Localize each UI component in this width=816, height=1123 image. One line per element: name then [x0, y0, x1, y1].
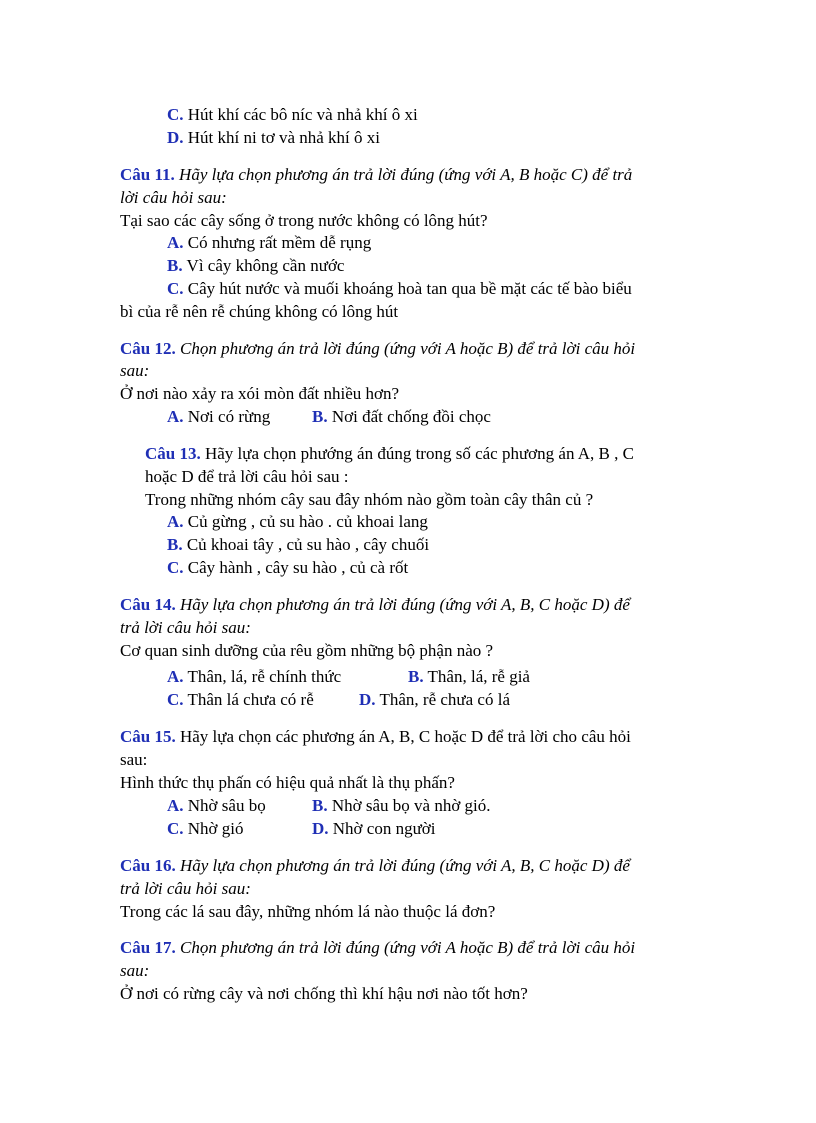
q15-option-d	[312, 818, 436, 840]
instruction-text: Hãy lựa chọn phương án trả lời đúng (ứng với A, B, C hoặc D) để	[179, 856, 630, 875]
q16-instruction-cont: trả lời câu hỏi sau:	[120, 879, 251, 898]
q15-option-a	[167, 795, 266, 817]
instruction-text: Hãy lựa chọn các phương án A, B, C hoặc D để trả lời cho câu hỏi	[179, 727, 631, 746]
option-text: Thân lá chưa có rễ	[187, 690, 314, 709]
option-text: Thân, lá, rễ giả	[427, 667, 530, 686]
instruction-text: Chọn phương án trả lời đúng (ứng với A hoặc B) để trả lời câu hỏi	[179, 938, 636, 957]
option-label: A.	[167, 796, 184, 815]
option-text: Thân, rễ chưa có lá	[379, 690, 510, 709]
q17-question: Ở nơi có rừng cây và nơi chống thì khí hậu nơi nào tốt hơn?	[120, 984, 528, 1003]
option-label: B.	[408, 667, 424, 686]
option-text: Củ gừng , củ su hào . củ khoai lang	[187, 512, 428, 531]
question-label: Câu 13.	[145, 444, 201, 463]
q12-question: Ở nơi nào xảy ra xói mòn đất nhiều hơn?	[120, 384, 400, 403]
option-label: B.	[167, 256, 183, 275]
option-label: C.	[167, 279, 184, 298]
q14-instruction	[120, 594, 630, 616]
option-label: D.	[359, 690, 376, 709]
prev-option-d	[167, 127, 380, 149]
option-text: Nhờ sâu bọ và nhờ gió.	[331, 796, 491, 815]
option-text: Cây hành , cây su hào , củ cà rốt	[187, 558, 409, 577]
q11-instruction	[120, 164, 632, 186]
question-label: Câu 12.	[120, 339, 176, 358]
option-text: Nhờ con người	[332, 819, 436, 838]
q11-option-b	[167, 255, 344, 277]
option-text: Củ khoai tây , củ su hào , cây chuối	[186, 535, 430, 554]
q14-option-c	[167, 689, 314, 711]
option-text: Hút khí các bô níc và nhả khí ô xi	[187, 105, 418, 124]
option-label: B.	[312, 407, 328, 426]
q15-instruction-cont: sau:	[120, 750, 148, 769]
option-label: C.	[167, 690, 184, 709]
option-label: A.	[167, 233, 184, 252]
q14-option-b	[408, 666, 530, 688]
q12-instruction	[120, 338, 635, 360]
option-label: C.	[167, 819, 184, 838]
prev-option-c	[167, 104, 418, 126]
instruction-text: Hãy lựa chọn phương án trả lời đúng (ứng với A, B hoặc C) để trả	[179, 165, 633, 184]
q13-option-a	[167, 511, 428, 533]
q17-instruction	[120, 937, 635, 959]
q13-instruction-cont: hoặc D để trả lời câu hỏi sau :	[145, 467, 349, 486]
instruction-text: Hãy lựa chọn phương án trả lời đúng (ứng với A, B, C hoặc D) để	[179, 595, 630, 614]
q11-option-c-cont: bì của rễ nên rễ chúng không có lông hút	[120, 302, 399, 321]
q17-instruction-cont: sau:	[120, 961, 150, 980]
option-label: D.	[167, 128, 184, 147]
q13-question: Trong những nhóm cây sau đây nhóm nào gồm toàn cây thân củ ?	[145, 490, 594, 509]
q15-question: Hình thức thụ phấn có hiệu quả nhất là thụ phấn?	[120, 773, 455, 792]
q15-instruction	[120, 726, 631, 748]
instruction-text: Chọn phương án trả lời đúng (ứng với A hoặc B) để trả lời câu hỏi	[179, 339, 636, 358]
q16-instruction	[120, 855, 630, 877]
q14-question: Cơ quan sinh dưỡng của rêu gồm những bộ phận nào ?	[120, 641, 494, 660]
option-text: Cây hút nước và muối khoáng hoà tan qua bề mặt các tế bào biểu	[187, 279, 632, 298]
q14-option-d	[359, 689, 510, 711]
option-label: D.	[312, 819, 329, 838]
option-text: Vì cây không cần nước	[186, 256, 345, 275]
option-text: Thân, lá, rễ chính thức	[187, 667, 342, 686]
question-label: Câu 11.	[120, 165, 175, 184]
instruction-text: Hãy lựa chọn phướng án đúng trong số các phương án A, B , C	[204, 444, 634, 463]
option-text: Hút khí ni tơ và nhả khí ô xi	[187, 128, 380, 147]
question-label: Câu 15.	[120, 727, 176, 746]
q16-question: Trong các lá sau đây, những nhóm lá nào thuộc lá đơn?	[120, 902, 496, 921]
q13-option-c	[167, 557, 408, 579]
q15-option-c	[167, 818, 244, 840]
option-label: C.	[167, 105, 184, 124]
q13-option-b	[167, 534, 429, 556]
option-text: Nhờ gió	[187, 819, 244, 838]
option-text: Nơi đất chống đồi chọc	[331, 407, 491, 426]
question-label: Câu 17.	[120, 938, 176, 957]
question-label: Câu 14.	[120, 595, 176, 614]
q14-option-a	[167, 666, 341, 688]
option-label: C.	[167, 558, 184, 577]
q12-option-a	[167, 406, 270, 428]
option-text: Có nhưng rất mềm dễ rụng	[187, 233, 372, 252]
q13-instruction	[145, 443, 634, 465]
option-label: A.	[167, 667, 184, 686]
q12-instruction-cont: sau:	[120, 361, 150, 380]
q11-question: Tại sao các cây sống ở trong nước không có lông hút?	[120, 211, 488, 230]
option-text: Nhờ sâu bọ	[187, 796, 266, 815]
option-text: Nơi có rừng	[187, 407, 271, 426]
option-label: A.	[167, 407, 184, 426]
option-label: B.	[312, 796, 328, 815]
q12-option-b	[312, 406, 491, 428]
question-label: Câu 16.	[120, 856, 176, 875]
q15-option-b	[312, 795, 491, 817]
q11-option-a	[167, 232, 371, 254]
q14-instruction-cont: trả lời câu hỏi sau:	[120, 618, 251, 637]
option-label: B.	[167, 535, 183, 554]
q11-instruction-cont: lời câu hỏi sau:	[120, 188, 227, 207]
option-label: A.	[167, 512, 184, 531]
q11-option-c	[167, 278, 632, 300]
